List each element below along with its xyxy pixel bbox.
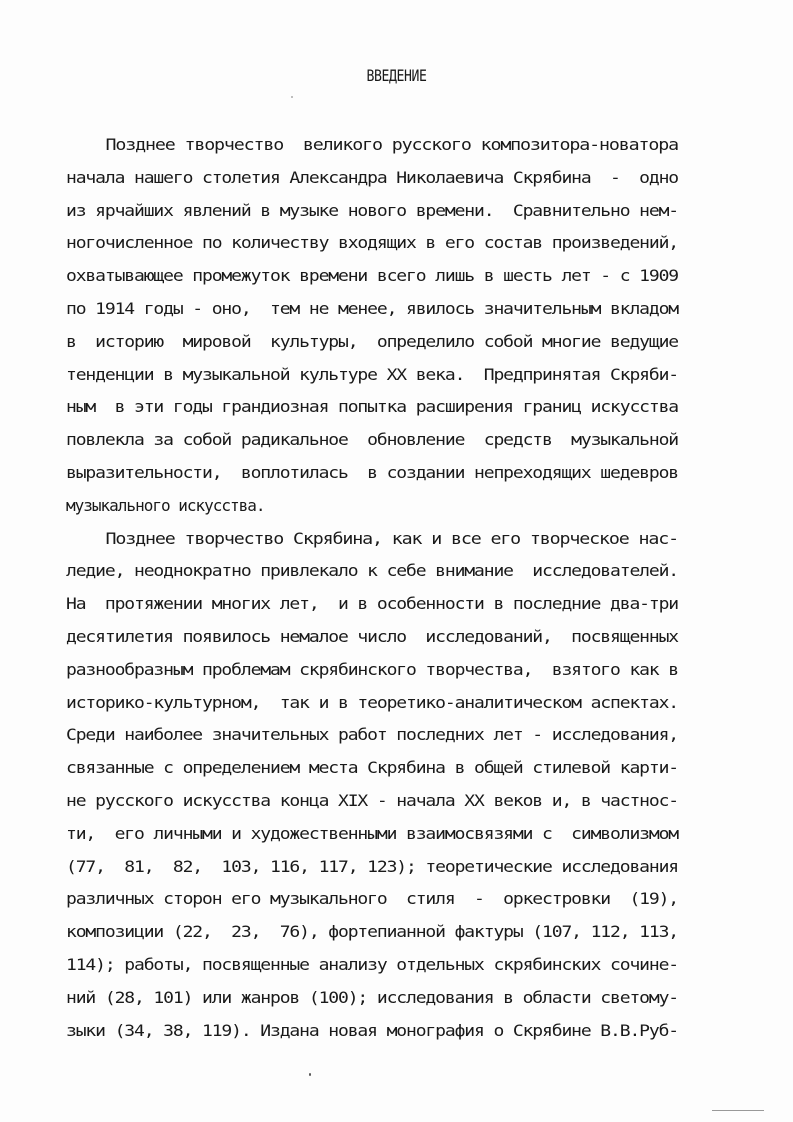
text-line: Среди наиболее значительных работ последних лет - исследования,: [66, 725, 679, 745]
text-line: музыкального искусства.: [66, 495, 265, 515]
scan-speck: [291, 96, 293, 98]
text-line: начала нашего столетия Александра Николаевича Скрябина - одно: [66, 167, 679, 187]
text-line: ногочисленное по количеству входящих в его состав произведений,: [66, 233, 679, 253]
text-line: историко-культурном, так и в теоретико-аналитическом аспектах.: [66, 692, 679, 712]
text-line: Позднее творчество Скрябина, как и все его творческое нас-: [66, 528, 678, 548]
text-line: не русского искусства конца XIX - начала XX веков и, в частнос-: [66, 790, 679, 810]
text-line: ным в эти годы грандиозная попытка расширения границ искусства: [66, 397, 679, 417]
text-line: ний (28, 101) или жанров (100); исследования в области светому-: [66, 987, 679, 1007]
text-line: Позднее творчество великого русского композитора-новатора: [66, 135, 678, 154]
page-heading: ВВЕДЕНИЕ: [366, 66, 427, 85]
text-line: повлекла за собой радикальное обновление средств музыкальной: [66, 430, 679, 450]
text-line: тенденции в музыкальной культуре XX века. Предпринятая Скряби-: [66, 364, 679, 384]
text-line: зыки (34, 38, 119). Издана новая монография о Скрябине В.В.Руб-: [66, 1020, 679, 1040]
text-line: связанные с определением места Скрябина в общей стилевой карти-: [66, 758, 679, 778]
text-line: различных сторон его музыкального стиля - оркестровки (19),: [66, 889, 679, 909]
text-line: ти, его личными и художественными взаимосвязями с символизмом: [66, 823, 679, 843]
text-line: десятилетия появилось немалое число исследований, посвященных: [66, 626, 679, 646]
scan-speck: [309, 1073, 311, 1076]
text-line: из ярчайших явлений в музыке нового времени. Сравнительно нем-: [66, 200, 679, 220]
body-text: [66, 133, 678, 1051]
text-line: композиции (22, 23, 76), фортепианной фактуры (107, 112, 113,: [66, 922, 679, 942]
text-line: 114); работы, посвященные анализу отдельных скрябинских сочине-: [66, 954, 679, 974]
text-line: охватывающее промежуток времени всего лишь в шесть лет - с 1909: [66, 266, 679, 286]
text-line: в историю мировой культуры, определило собой многие ведущие: [66, 331, 679, 351]
text-line: На протяжении многих лет, и в особенности в последние два-три: [66, 594, 679, 614]
text-line: выразительности, воплотилась в создании непреходящих шедевров: [66, 462, 679, 482]
scan-mark: [712, 1110, 764, 1111]
text-line: (77, 81, 82, 103, 116, 117, 123); теоретические исследования: [66, 856, 679, 876]
text-line: ледие, неоднократно привлекало к себе внимание исследователей.: [66, 561, 679, 581]
text-line: разнообразным проблемам скрябинского творчества, взятого как в: [66, 659, 679, 679]
text-line: по 1914 годы - оно, тем не менее, явилось значительным вкладом: [66, 298, 679, 318]
